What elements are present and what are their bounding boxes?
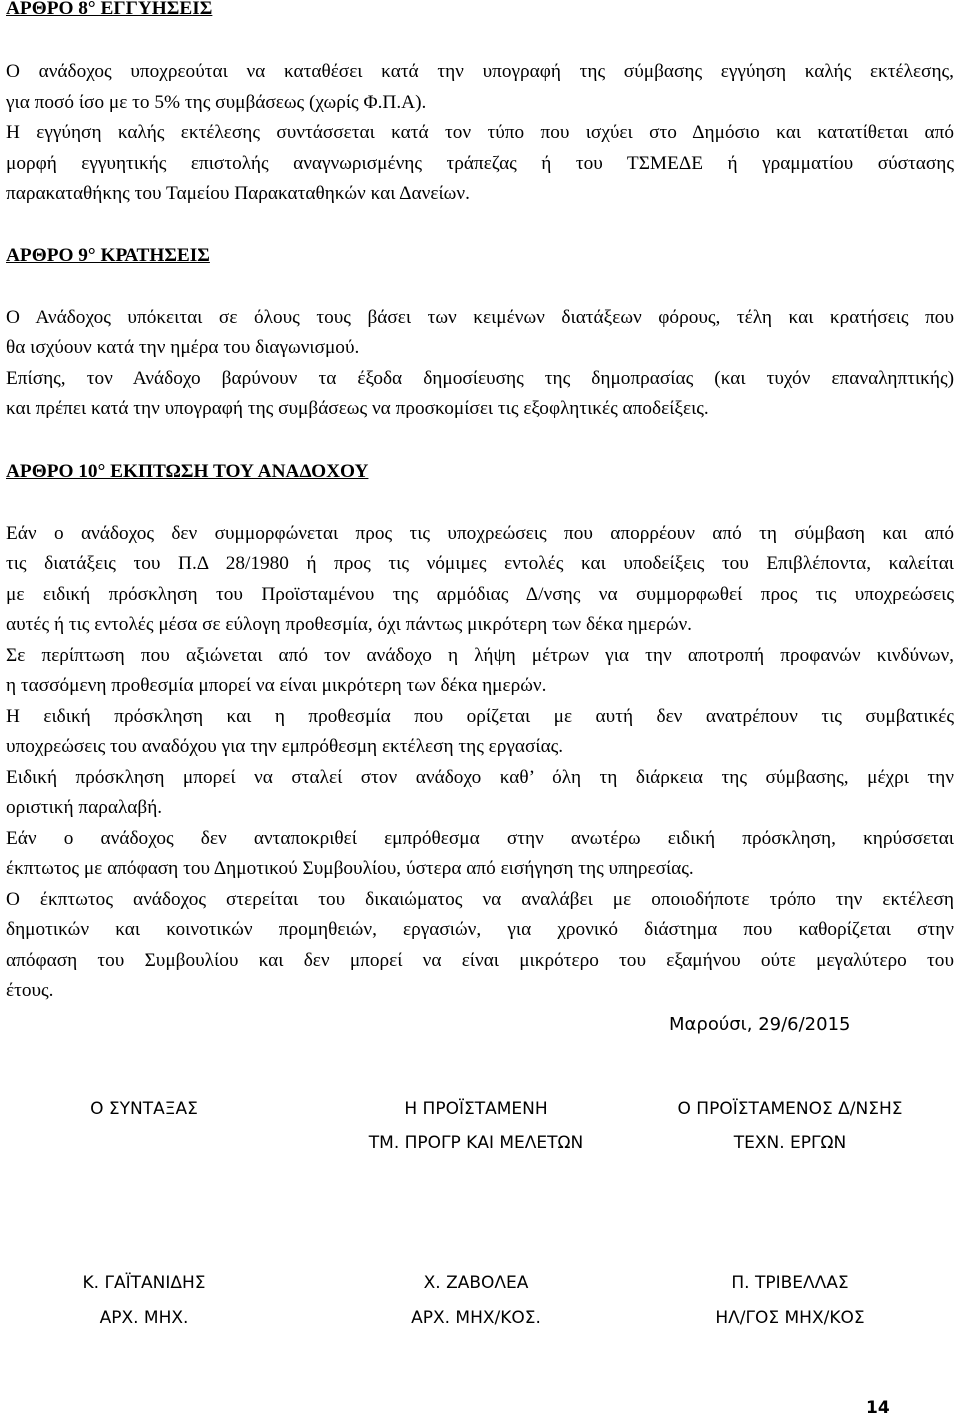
page-number: 14 xyxy=(866,1398,890,1418)
signatory-1-role: ΑΡΧ. ΜΗΧ. xyxy=(99,1308,189,1328)
article-10-line: οριστική παραλαβή. xyxy=(6,797,163,818)
signatory-1-name: Κ. ΓΑΪΤΑΝΙΔΗΣ xyxy=(82,1273,206,1293)
article-10-heading: ΑΡΘΡΟ 10° ΕΚΠΤΩΣΗ ΤΟΥ ΑΝΑΔΟΧΟΥ xyxy=(6,461,369,482)
article-8-heading: ΑΡΘΡΟ 8° ΕΓΓΥΗΣΕΙΣ xyxy=(6,0,213,19)
article-8-line: μορφή εγγυητικής επιστολής αναγνωρισμένης τράπεζας ή του ΤΣΜΕΔΕ ή γραμματίου σύστασης xyxy=(6,153,954,174)
article-10-line: με ειδική πρόσκληση του Προϊσταμένου της αρμόδιας Δ/νσης να συμμορφωθεί προς τις υποχρεώσεις xyxy=(6,584,954,605)
article-9-line: θα ισχύουν κατά την ημέρα του διαγωνισμού. xyxy=(6,337,360,358)
article-10-line: η τασσόμενη προθεσμία μπορεί να είναι μικρότερη των δέκα ημερών. xyxy=(6,675,547,696)
signatory-2-role: ΑΡΧ. ΜΗΧ/ΚΟΣ. xyxy=(411,1308,541,1328)
article-8-line: Η εγγύηση καλής εκτέλεσης συντάσσεται κατά τον τύπο που ισχύει στο Δημόσιο και κατατίθεται από xyxy=(6,122,954,143)
article-10-line: Εάν ο ανάδοχος δεν συμμορφώνεται προς τις υποχρεώσεις που απορρέουν από τη σύμβαση και από xyxy=(6,523,954,544)
article-10-line: έτους. xyxy=(6,980,54,1001)
signatory-1-title: Ο ΣΥΝΤΑΞΑΣ xyxy=(90,1099,198,1119)
article-8-line: Ο ανάδοχος υποχρεούται να καταθέσει κατά την υπογραφή της σύμβασης εγγύηση καλής εκτέλεσης, xyxy=(6,61,954,82)
article-10-line: Εάν ο ανάδοχος δεν ανταποκριθεί εμπρόθεσμα στην ανωτέρω ειδική πρόσκληση, κηρύσσεται xyxy=(6,828,954,849)
article-10-line: Η ειδική πρόσκληση και η προθεσμία που ορίζεται με αυτή δεν ανατρέπουν τις συμβατικές xyxy=(6,706,954,727)
article-10-line: έκπτωτος με απόφαση του Δημοτικού Συμβουλίου, ύστερα από εισήγηση της υπηρεσίας. xyxy=(6,858,694,879)
signatory-3-name: Π. ΤΡΙΒΕΛΛΑΣ xyxy=(731,1273,849,1293)
signatory-3-subtitle: ΤΕΧΝ. ΕΡΓΩΝ xyxy=(733,1133,847,1153)
signatory-3-title: Ο ΠΡΟΪΣΤΑΜΕΝΟΣ Δ/ΝΣΗΣ xyxy=(677,1099,903,1119)
signatory-2-title: Η ΠΡΟΪΣΤΑΜΕΝΗ xyxy=(404,1099,548,1119)
article-10-line: απόφαση του Συμβουλίου και δεν μπορεί να είναι μικρότερο του εξαμήνου ούτε μεγαλύτερο του xyxy=(6,950,954,971)
article-8-line: για ποσό ίσο με το 5% της συμβάσεως (χωρίς Φ.Π.Α). xyxy=(6,92,427,113)
article-8-line: παρακαταθήκης του Ταμείου Παρακαταθηκών και Δανείων. xyxy=(6,183,470,204)
article-10-line: τις διατάξεις του Π.Δ 28/1980 ή προς τις νόμιμες εντολές και υποδείξεις του Επιβλέποντα, καλείται xyxy=(6,553,954,574)
article-10-line: δημοτικών και κοινοτικών προμηθειών, εργασιών, για χρονικό διάστημα που καθορίζεται στην xyxy=(6,919,954,940)
signatory-3-role: ΗΛ/ΓΟΣ ΜΗΧ/ΚΟΣ xyxy=(715,1308,865,1328)
signatory-2-subtitle: ΤΜ. ΠΡΟΓΡ ΚΑΙ ΜΕΛΕΤΩΝ xyxy=(368,1133,584,1153)
article-10-line: Ο έκπτωτος ανάδοχος στερείται του δικαιώματος να αναλάβει με οποιοδήποτε τρόπο την εκτέλεση xyxy=(6,889,954,910)
article-10-line: υποχρεώσεις του αναδόχου για την εμπρόθεσμη εκτέλεση της εργασίας. xyxy=(6,736,564,757)
article-10-line: Ειδική πρόσκληση μπορεί να σταλεί στον ανάδοχο καθ’ όλη τη διάρκεια της σύμβασης, μέχρι την xyxy=(6,767,954,788)
article-9-line: και πρέπει κατά την υπογραφή της συμβάσεως να προσκομίσει τις εξοφλητικές αποδείξεις. xyxy=(6,398,709,419)
date-place: Μαρούσι, 29/6/2015 xyxy=(669,1014,851,1035)
article-9-line: Ο Ανάδοχος υπόκειται σε όλους τους βάσει των κειμένων διατάξεων φόρους, τέλη και κρατήσεις που xyxy=(6,307,954,328)
signatory-2-name: Χ. ΖΑΒΟΛΕΑ xyxy=(423,1273,529,1293)
article-9-heading: ΑΡΘΡΟ 9° ΚΡΑΤΗΣΕΙΣ xyxy=(6,245,210,266)
article-10-line: Σε περίπτωση που αξιώνεται από τον ανάδοχο η λήψη μέτρων για την αποτροπή προφανών κινδύνων, xyxy=(6,645,954,666)
article-10-line: αυτές ή τις εντολές μέσα σε εύλογη προθεσμία, όχι πάντως μικρότερη των δέκα ημερών. xyxy=(6,614,692,635)
article-9-line: Επίσης, τον Ανάδοχο βαρύνουν τα έξοδα δημοσίευσης της δημοπρασίας (και τυχόν επαναληπτικής) xyxy=(6,368,954,389)
